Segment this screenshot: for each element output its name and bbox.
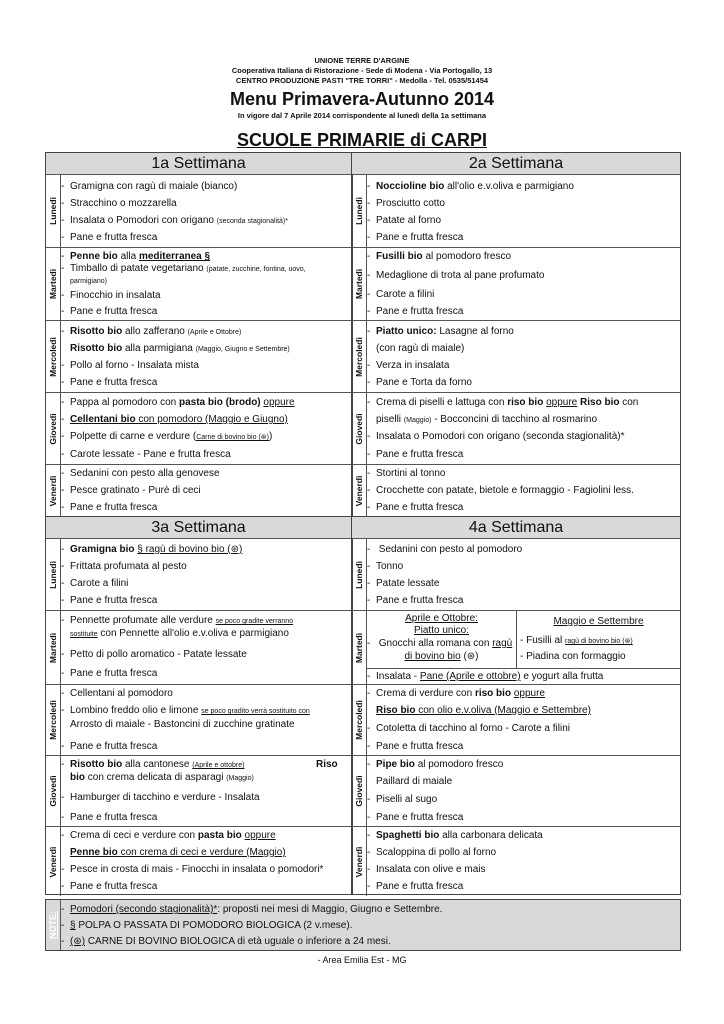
day-label: Lunedì xyxy=(46,175,61,247)
week-header-2: 2a Settimana xyxy=(352,153,680,175)
w1-martedi: Martedì - Penne bio alla mediterranea § - Timballo di patate vegetariano (patate, zucchine, fontina, uovo, parmigiano) - Finocchio in insalata - Pane e frutta fresca xyxy=(46,248,351,321)
menu-title: Menu Primavera-Autunno 2014 xyxy=(229,89,495,109)
week-header-3: 3a Settimana xyxy=(46,517,351,539)
notes-box: NOTE: - Pomodori (secondo stagionalità)*: proposti nei mesi di Maggio, Giugno e Settembre. - § POLPA O PASSATA DI POMODORO BIOLOGICA (2 v.mese). - (⊛) CARNE DI BOVINO BIOLOGICA di età uguale o inferiore a 24 mesi. xyxy=(45,899,681,951)
w1-mercoledi: Mercoledì - Risotto bio allo zafferano (Aprile e Ottobre) Risotto bio alla parmigiana (Maggio, Giugno e Settembre) - Pollo al forno - Insalata mista - Pane e frutta fresca xyxy=(46,321,351,393)
w1-venerdi: Venerdì - Sedanini con pesto alla genovese - Pesce gratinato - Purè di ceci - Pane e frutta fresca xyxy=(46,465,351,517)
footer: - Area Emilia Est - MG xyxy=(317,955,407,965)
w1-giovedi: Giovedì - Pappa al pomodoro con pasta bio (brodo) oppure - Cellentani bio con pomodoro (Maggio e Giugno) - Polpette di carne e verdure (Carne di bovino bio (⊛)) - Carote lessate - Pane e frutta fresca xyxy=(46,393,351,465)
w3-martedi: Martedì - Pennette profumate alle verdure se poco gradite verranno sostituite con Pennette all'olio e.v.oliva e parmigiano - Petto di pollo aromatico - Patate lessate - Pane e frutta fresca xyxy=(46,611,351,685)
coop-address: Cooperativa Italiana di Ristorazione - Sede di Modena - Via Portogallo, 13 xyxy=(231,66,493,75)
week-header-4: 4a Settimana xyxy=(352,517,680,539)
w2-mercoledi: Mercoledì - Piatto unico: Lasagne al forno (con ragù di maiale) - Verza in insalata - Pane e Torta da forno xyxy=(352,321,680,393)
notes-label: NOTE: xyxy=(46,900,61,950)
w4-mercoledi: Mercoledì - Crema di verdure con riso bio oppure Riso bio con olio e.v.oliva (Maggio e Settembre) - Cotoletta di tacchino al forno - Carote a filini - Pane e frutta fresca xyxy=(352,685,680,756)
w2-lunedi: Lunedì - Noccioline bio all'olio e.v.oliva e parmigiano - Prosciutto cotto - Patate al forno - Pane e frutta fresca xyxy=(352,175,680,248)
w4-venerdi: Venerdì - Spaghetti bio alla carbonara delicata - Scaloppina di pollo al forno - Insalata con olive e mais - Pane e frutta fresca xyxy=(352,827,680,896)
w2-giovedi: Giovedì - Crema di piselli e lattuga con riso bio oppure Riso bio con piselli (Maggio) - Bocconcini di tacchino al rosmarino - Insalata o Pomodori con origano (seconda stagionalità)* - Pane e frutta fresca xyxy=(352,393,680,465)
w2-martedi: Martedì - Fusilli bio al pomodoro fresco - Medaglione di trota al pane profumato - Carote a filini - Pane e frutta fresca xyxy=(352,248,680,321)
production-center: CENTRO PRODUZIONE PASTI "TRE TORRI" - Medolla - Tel. 0535/51454 xyxy=(235,76,489,85)
w2-venerdi: Venerdì - Stortini al tonno - Crocchette con patate, bietole e formaggio - Fagiolini less. - Pane e frutta fresca xyxy=(352,465,680,517)
w3-giovedi: Giovedì - Risotto bio alla cantonese (Aprile e ottobre) Riso bio con crema delicata di asparagi (Maggio) - Hamburger di tacchino e verdure - Insalata - Pane e frutta fresca xyxy=(46,756,351,827)
w4-martedi: Martedì Aprile e Ottobre: Piatto unico: - Gnocchi alla romana con ragù di bovino bio (⊛) Maggio e Settembre - Fusilli al ragù di bovino bio (⊛) - Piadina con formaggio - Insalata - Pane (Aprile e ottobre) e yogurt alla frutta xyxy=(352,611,680,685)
menu-subtitle: In vigore dal 7 Aprile 2014 corrispondente al lunedì della 1a settimana xyxy=(237,111,487,120)
w1-lunedi: Lunedì - Gramigna con ragù di maiale (bianco) - Stracchino o mozzarella - Insalata o Pomodori con origano (seconda stagionalità)* - Pane e frutta fresca xyxy=(46,175,351,248)
week-header-1: 1a Settimana xyxy=(46,153,351,175)
school-title: SCUOLE PRIMARIE di CARPI xyxy=(236,130,487,150)
w3-lunedi: Lunedì - Gramigna bio § ragù di bovino bio (⊛) - Frittata profumata al pesto - Carote a filini - Pane e frutta fresca xyxy=(46,539,351,611)
org-name: UNIONE TERRE D'ARGINE xyxy=(314,56,410,65)
w3-mercoledi: Mercoledì - Cellentani al pomodoro - Lombino freddo olio e limone se poco gradito verrà sostituito con Arrosto di maiale - Bastoncini di zucchine gratinate - Pane e frutta fresca xyxy=(46,685,351,756)
w4-giovedi: Giovedì - Pipe bio al pomodoro fresco Paillard di maiale - Piselli al sugo - Pane e frutta fresca xyxy=(352,756,680,827)
menu-grid xyxy=(45,152,681,895)
w4-lunedi: Lunedì - Sedanini con pesto al pomodoro - Tonno - Patate lessate - Pane e frutta fresca xyxy=(352,539,680,611)
w3-venerdi: Venerdì - Crema di ceci e verdure con pasta bio oppure Penne bio con crema di ceci e verdure (Maggio) - Pesce in crosta di mais - Finocchi in insalata o pomodori* - Pane e frutta fresca xyxy=(46,827,351,896)
